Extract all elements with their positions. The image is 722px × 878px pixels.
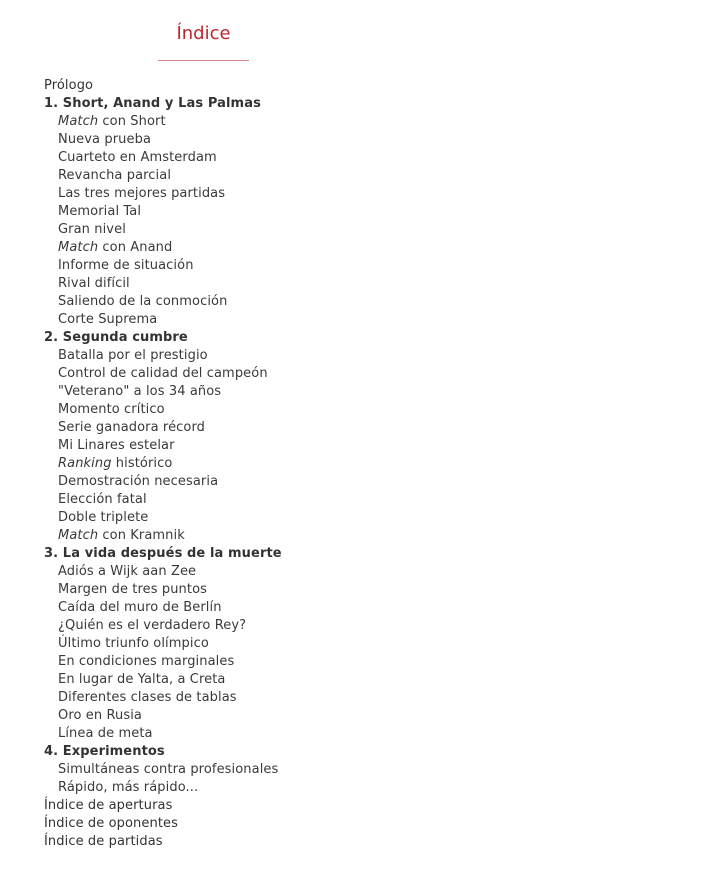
toc-section-link[interactable]	[44, 311, 282, 329]
toc-entry-label: Índice de partidas	[44, 834, 163, 849]
toc-entry-label: Serie ganadora récord	[58, 420, 206, 435]
toc-chapter-link[interactable]	[44, 95, 282, 113]
toc-section-link[interactable]	[44, 221, 282, 239]
toc-section-link[interactable]	[44, 257, 282, 275]
toc-section-link[interactable]	[44, 491, 282, 509]
toc-entry-label: Revancha parcial	[58, 168, 172, 183]
toc-chapter-link[interactable]	[44, 329, 282, 347]
toc-section-link[interactable]	[44, 671, 282, 689]
toc-entry-label: Saliendo de la conmoción	[58, 294, 228, 309]
toc-entry-label: Prólogo	[44, 78, 94, 93]
toc-italic-term: Match	[58, 240, 99, 255]
toc-entry-label: Rápido, más rápido...	[58, 780, 199, 795]
toc-entry-label: En condiciones marginales	[58, 654, 235, 669]
toc-section-link[interactable]	[44, 293, 282, 311]
toc-section-link[interactable]	[44, 167, 282, 185]
toc-section-link[interactable]	[44, 563, 282, 581]
toc-entry-label: Nueva prueba	[58, 132, 152, 147]
toc-entry-label: Diferentes clases de tablas	[58, 690, 237, 705]
toc-section-link[interactable]	[44, 509, 282, 527]
toc-section-link[interactable]	[44, 365, 282, 383]
toc-entry-label: Batalla por el prestigio	[58, 348, 208, 363]
toc-italic-term: Match	[58, 114, 99, 129]
toc-entry-label: Margen de tres puntos	[58, 582, 208, 597]
toc-section-link[interactable]	[44, 383, 282, 401]
toc-entry-label: 1. Short, Anand y Las Palmas	[44, 96, 261, 111]
toc-section-link[interactable]	[44, 653, 282, 671]
toc-entry-label: Demostración necesaria	[58, 474, 219, 489]
toc-entry-label: Memorial Tal	[58, 204, 142, 219]
toc-section-link[interactable]	[44, 725, 282, 743]
table-of-contents	[44, 77, 282, 851]
toc-entry-link[interactable]	[44, 815, 282, 833]
toc-entry-label: Cuarteto en Amsterdam	[58, 150, 217, 165]
toc-entry-label: Corte Suprema	[58, 312, 158, 327]
toc-entry-label: Elección fatal	[58, 492, 147, 507]
toc-section-link[interactable]	[44, 437, 282, 455]
toc-entry-label: Doble triplete	[58, 510, 149, 525]
toc-entry-label: con Short	[98, 114, 166, 129]
toc-section-link[interactable]	[44, 761, 282, 779]
toc-entry-label: 2. Segunda cumbre	[44, 330, 188, 345]
toc-section-link[interactable]	[44, 599, 282, 617]
toc-section-link[interactable]	[44, 617, 282, 635]
toc-chapter-link[interactable]	[44, 743, 282, 761]
toc-section-link[interactable]	[44, 455, 282, 473]
toc-entry-label: En lugar de Yalta, a Creta	[58, 672, 226, 687]
toc-chapter-link[interactable]	[44, 545, 282, 563]
toc-entry-label: Oro en Rusia	[58, 708, 142, 723]
toc-entry-label: histórico	[111, 456, 173, 471]
toc-entry-label: con Anand	[98, 240, 173, 255]
toc-entry-link[interactable]	[44, 77, 282, 95]
toc-section-link[interactable]	[44, 185, 282, 203]
toc-entry-label: Índice de oponentes	[44, 816, 179, 831]
toc-entry-label: Índice de aperturas	[44, 798, 173, 813]
toc-section-link[interactable]	[44, 275, 282, 293]
toc-section-link[interactable]	[44, 401, 282, 419]
toc-entry-label: Las tres mejores partidas	[58, 186, 226, 201]
toc-entry-label: 4. Experimentos	[44, 744, 165, 759]
toc-section-link[interactable]	[44, 113, 282, 131]
toc-section-link[interactable]	[44, 473, 282, 491]
toc-entry-label: con Kramnik	[98, 528, 185, 543]
toc-section-link[interactable]	[44, 707, 282, 725]
toc-section-link[interactable]	[44, 689, 282, 707]
toc-entry-link[interactable]	[44, 833, 282, 851]
toc-entry-label: Último triunfo olímpico	[58, 636, 209, 651]
toc-entry-label: Simultáneas contra profesionales	[58, 762, 279, 777]
toc-entry-label: "Veterano" a los 34 años	[58, 384, 222, 399]
toc-entry-label: Línea de meta	[58, 726, 153, 741]
toc-entry-label: Momento crítico	[58, 402, 165, 417]
toc-section-link[interactable]	[44, 131, 282, 149]
toc-entry-label: Mi Linares estelar	[58, 438, 175, 453]
toc-entry-label: Gran nivel	[58, 222, 126, 237]
toc-section-link[interactable]	[44, 635, 282, 653]
toc-entry-label: Adiós a Wijk aan Zee	[58, 564, 197, 579]
title-divider	[158, 60, 249, 61]
toc-section-link[interactable]	[44, 347, 282, 365]
toc-section-link[interactable]	[44, 203, 282, 221]
page-title: Índice	[176, 23, 231, 44]
toc-section-link[interactable]	[44, 581, 282, 599]
toc-italic-term: Match	[58, 528, 99, 543]
toc-entry-label: 3. La vida después de la muerte	[44, 546, 282, 561]
toc-entry-label: Rival difícil	[58, 276, 130, 291]
toc-section-link[interactable]	[44, 419, 282, 437]
toc-entry-link[interactable]	[44, 797, 282, 815]
toc-entry-label: Control de calidad del campeón	[58, 366, 268, 381]
toc-entry-label: Caída del muro de Berlín	[58, 600, 222, 615]
toc-entry-label: ¿Quién es el verdadero Rey?	[58, 618, 247, 633]
toc-italic-term: Ranking	[58, 456, 112, 471]
toc-section-link[interactable]	[44, 779, 282, 797]
toc-section-link[interactable]	[44, 527, 282, 545]
toc-section-link[interactable]	[44, 149, 282, 167]
toc-section-link[interactable]	[44, 239, 282, 257]
toc-entry-label: Informe de situación	[58, 258, 194, 273]
